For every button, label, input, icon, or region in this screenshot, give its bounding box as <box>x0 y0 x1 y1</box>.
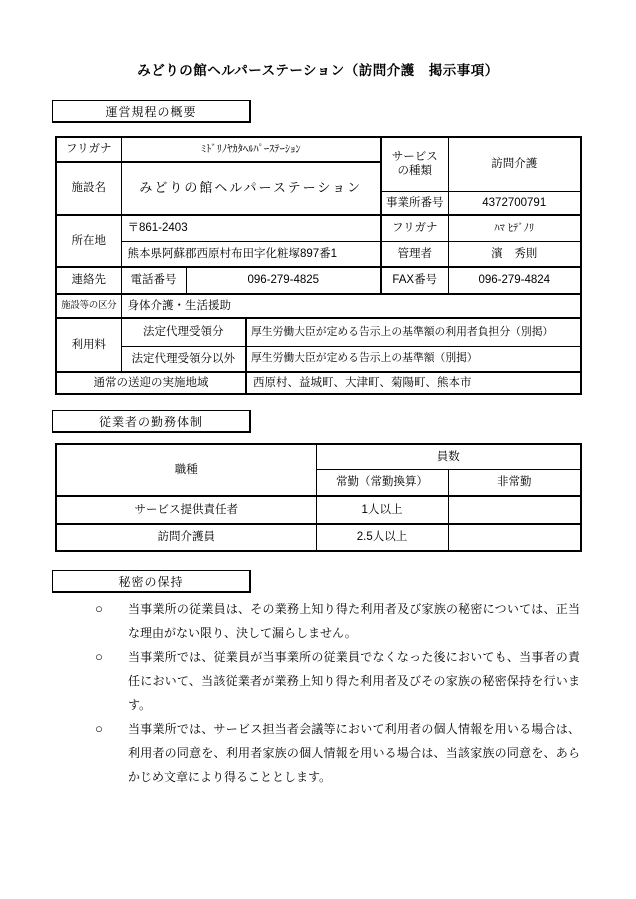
fee-row2-value: 厚生労働大臣が定める告示上の基準額（別掲） <box>246 346 581 372</box>
list-item <box>95 645 585 717</box>
facility-name-label: 施設名 <box>56 162 121 215</box>
section-heading-operations <box>52 100 251 123</box>
confidentiality-statement: 当事業所では、サービス担当者会議等において利用者の個人情報を用いる場合は、利用者の同意を、利用者家族の個人情報を用いる場合は、当該家族の同意を、あらかじめ文章により得ることとします。 <box>128 722 580 784</box>
office-number-value: 4372700791 <box>448 191 581 215</box>
page-title: みどりの館ヘルパーステーション（訪問介護 掲示事項） <box>137 63 499 78</box>
job-type-cell: サービス提供責任者 <box>56 496 316 524</box>
address-label: 所在地 <box>56 215 121 267</box>
fee-row1-value: 厚生労働大臣が定める告示上の基準額の利用者負担分（別掲） <box>246 318 581 346</box>
list-item <box>95 717 585 789</box>
fee-row2-label: 法定代理受領分以外 <box>121 346 246 372</box>
parttime-header: 非常勤 <box>448 469 581 496</box>
fulltime-cell: 1人以上 <box>316 496 448 524</box>
parttime-cell <box>448 524 581 551</box>
table-row <box>56 524 581 551</box>
fee-label: 利用料 <box>56 318 121 372</box>
fax-label: FAX番号 <box>381 267 448 294</box>
service-area-label: 通常の送迎の実施地域 <box>56 372 246 394</box>
manager-furigana-value: ﾊﾏ ﾋﾃﾞﾉﾘ <box>448 215 581 241</box>
staffing-table <box>55 443 582 552</box>
confidentiality-statement: 当事業所では、従業員が当事業所の従業員でなくなった後においても、当事者の責任において、当該従業者が業務上知り得た利用者及びその家族の秘密保持を行います。 <box>128 650 580 712</box>
table-row <box>56 496 581 524</box>
address-value: 熊本県阿蘇郡西原村布田字化粧塚897番1 <box>121 241 381 267</box>
headcount-header: 員数 <box>316 444 581 469</box>
manager-furigana-label: フリガナ <box>381 215 448 241</box>
fulltime-cell: 2.5人以上 <box>316 524 448 551</box>
section-heading-operations-label: 運営規程の概要 <box>105 104 197 119</box>
circle-bullet-icon: ○ <box>95 649 103 664</box>
fee-row1-label: 法定代理受領分 <box>121 318 246 346</box>
circle-bullet-icon: ○ <box>95 721 103 736</box>
service-type-value: 訪問介護 <box>448 137 581 191</box>
contact-label: 連絡先 <box>56 267 121 294</box>
phone-label: 電話番号 <box>121 267 186 294</box>
fax-value: 096-279-4824 <box>448 267 581 294</box>
office-number-label: 事業所番号 <box>381 191 448 215</box>
manager-value: 濱 秀則 <box>448 241 581 267</box>
category-label: 施設等の区分 <box>56 294 121 318</box>
circle-bullet-icon: ○ <box>95 601 103 616</box>
confidentiality-statement: 当事業所の従業員は、その業務上知り得た利用者及び家族の秘密については、正当な理由がない限り、決して漏らしません。 <box>128 602 580 640</box>
section-heading-staffing <box>52 410 251 433</box>
service-type-label: サービスの種類 <box>381 137 448 191</box>
service-area-value: 西原村、益城町、大津町、菊陽町、熊本市 <box>246 372 581 394</box>
furigana-value: ﾐﾄﾞﾘﾉﾔｶﾀﾍﾙﾊﾟｰｽﾃｰｼｮﾝ <box>121 137 381 162</box>
furigana-label: フリガナ <box>56 137 121 162</box>
confidentiality-list <box>95 597 585 789</box>
job-type-header: 職種 <box>56 444 316 496</box>
list-item <box>95 597 585 645</box>
section-heading-confidentiality <box>52 570 251 593</box>
parttime-cell <box>448 496 581 524</box>
manager-label: 管理者 <box>381 241 448 267</box>
fulltime-header: 常勤（常勤換算） <box>316 469 448 496</box>
postal-code-value: 〒861-2403 <box>121 215 381 241</box>
category-value: 身体介護・生活援助 <box>121 294 581 318</box>
facility-name-value: みどりの館ヘルパーステーション <box>121 162 381 215</box>
operations-overview-table <box>55 136 582 395</box>
phone-value: 096-279-4825 <box>186 267 381 294</box>
section-heading-confidentiality-label: 秘密の保持 <box>118 574 184 589</box>
section-heading-staffing-label: 従業者の勤務体制 <box>98 414 203 429</box>
job-type-cell: 訪問介護員 <box>56 524 316 551</box>
